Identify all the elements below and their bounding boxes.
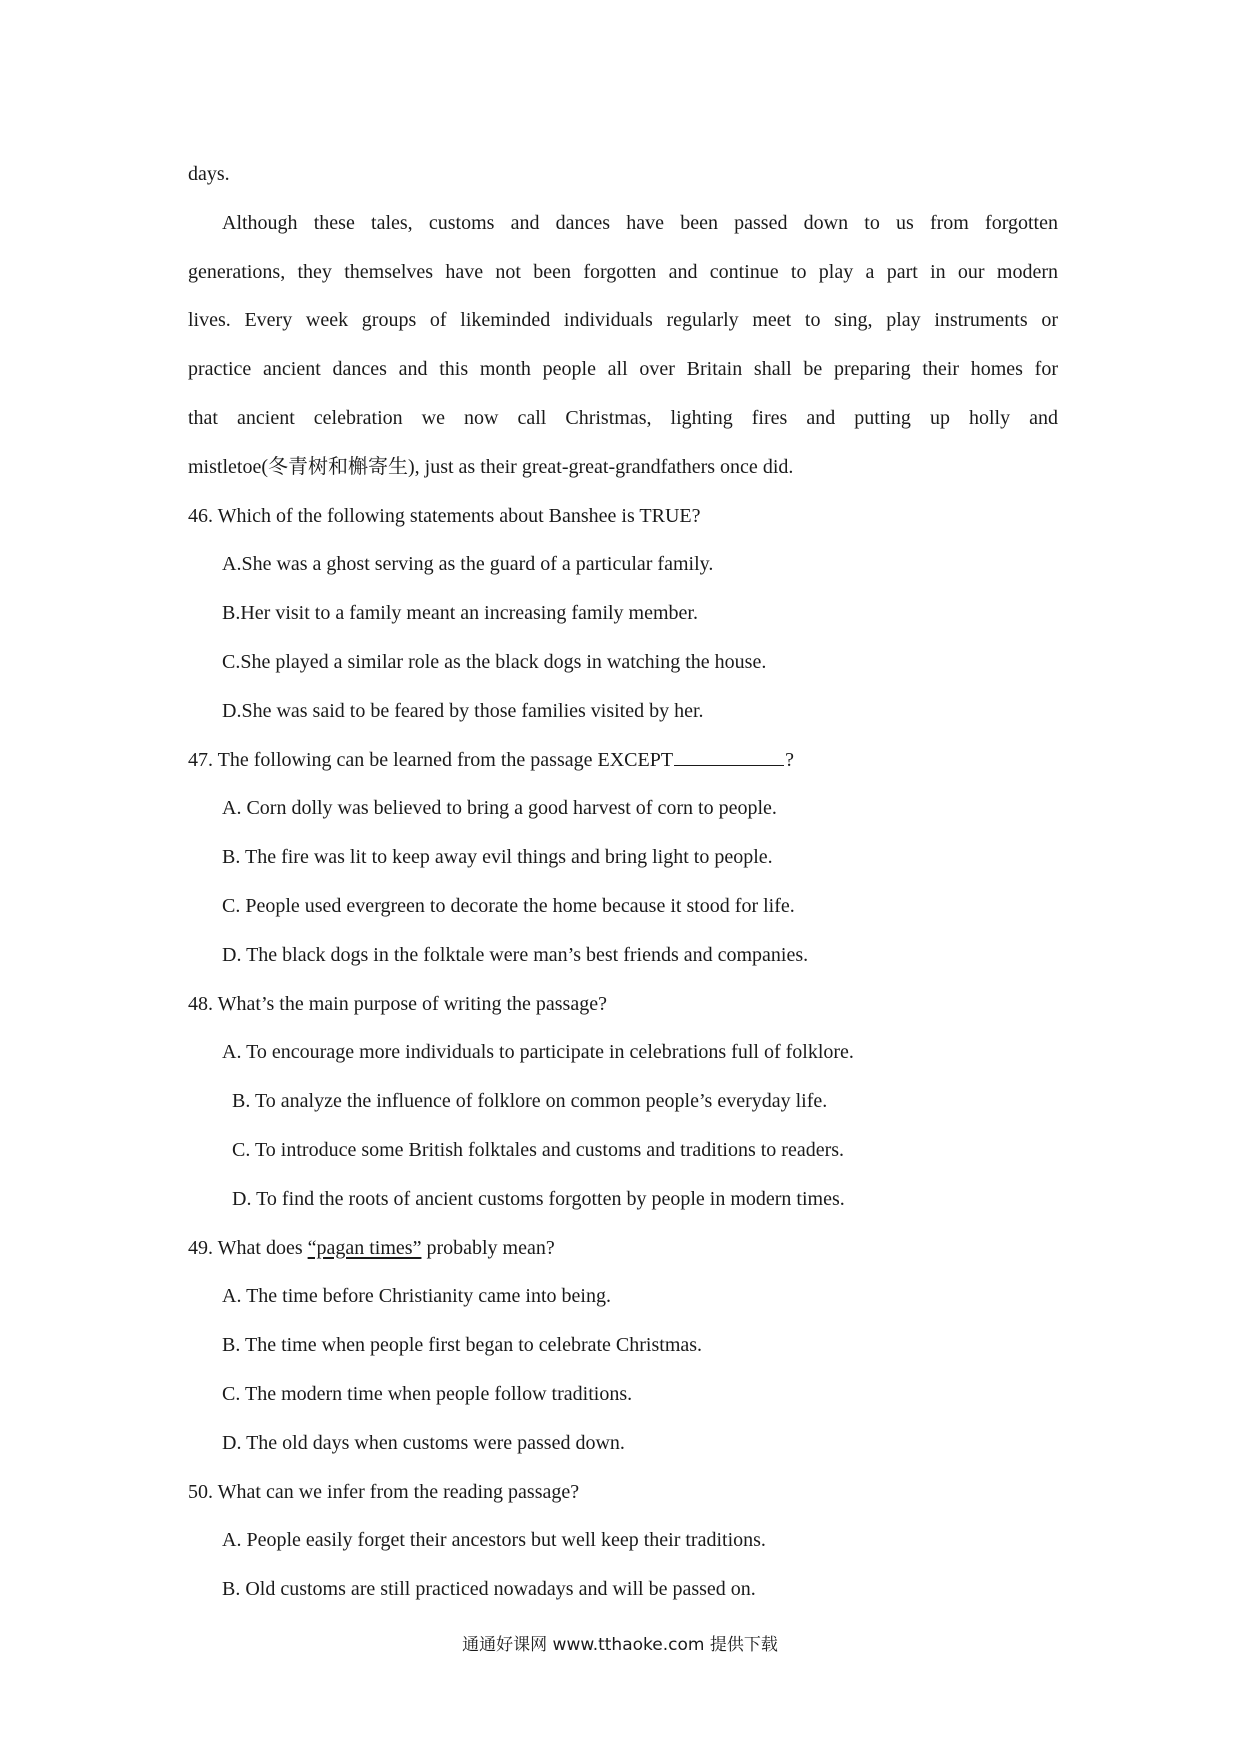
question-50-option-b: B. Old customs are still practiced nowadays and will be passed on. [222,1578,756,1601]
question-46-option-c: C.She played a similar role as the black dogs in watching the house. [222,650,767,673]
question-47-option-c: C. People used evergreen to decorate the home because it stood for life. [222,894,795,917]
passage-line: lives. Every week groups of likeminded individuals regularly meet to sing, play instruments or [188,309,1058,332]
question-49-option-d: D. The old days when customs were passed down. [222,1431,625,1454]
question-48-option-c: C. To introduce some British folktales and customs and traditions to readers. [232,1138,845,1161]
question-46-option-a: A.She was a ghost serving as the guard of a particular family. [222,553,714,576]
answer-blank [674,747,784,766]
question-49-stem-text: 49. What does [188,1236,308,1259]
question-48-stem: 48. What’s the main purpose of writing the passage? [188,992,607,1015]
underlined-phrase: “pagan times” [307,1236,422,1259]
question-48-option-d: D. To find the roots of ancient customs forgotten by people in modern times. [232,1187,845,1210]
question-46-option-d: D.She was said to be feared by those families visited by her. [222,699,704,722]
passage-line: practice ancient dances and this month people all over Britain shall be preparing their homes for [188,358,1058,381]
question-46-option-b: B.Her visit to a family meant an increasing family member. [222,602,698,625]
passage-line: that ancient celebration we now call Christmas, lighting fires and putting up holly and [188,406,1058,429]
question-49-option-a: A. The time before Christianity came into being. [222,1285,611,1308]
question-47-option-b: B. The fire was lit to keep away evil things and bring light to people. [222,846,773,869]
document-page [188,150,1058,1614]
question-47-stem-text: 47. The following can be learned from the passage EXCEPT [188,748,674,771]
question-50-stem: 50. What can we infer from the reading passage? [188,1480,580,1503]
question-48-option-b: B. To analyze the influence of folklore on common people’s everyday life. [232,1090,828,1113]
passage-line: Although these tales, customs and dances have been passed down to us from forgotten [222,211,1058,234]
passage-line: days. [188,163,230,185]
question-49-option-c: C. The modern time when people follow traditions. [222,1382,633,1405]
passage-line: mistletoe(冬青树和槲寄生), just as their great-great-grandfathers once did. [188,455,794,478]
question-48-option-a: A. To encourage more individuals to participate in celebrations full of folklore. [222,1041,854,1064]
question-46-stem: 46. Which of the following statements about Banshee is TRUE? [188,504,701,527]
question-49-option-b: B. The time when people first began to celebrate Christmas. [222,1334,703,1357]
question-47-option-a: A. Corn dolly was believed to bring a good harvest of corn to people. [222,797,777,820]
question-47-stem-end: ? [785,748,794,771]
page-footer: 通通好课网 www.tthaoke.com 提供下载 [462,1635,778,1655]
question-47-option-d: D. The black dogs in the folktale were man’s best friends and companies. [222,943,809,966]
passage-line: generations, they themselves have not been forgotten and continue to play a part in our modern [188,260,1058,283]
question-50-option-a: A. People easily forget their ancestors but well keep their traditions. [222,1529,766,1552]
question-49-stem-end: probably mean? [421,1236,555,1259]
question-47-stem [188,736,1058,785]
question-49-stem [188,1224,1058,1273]
